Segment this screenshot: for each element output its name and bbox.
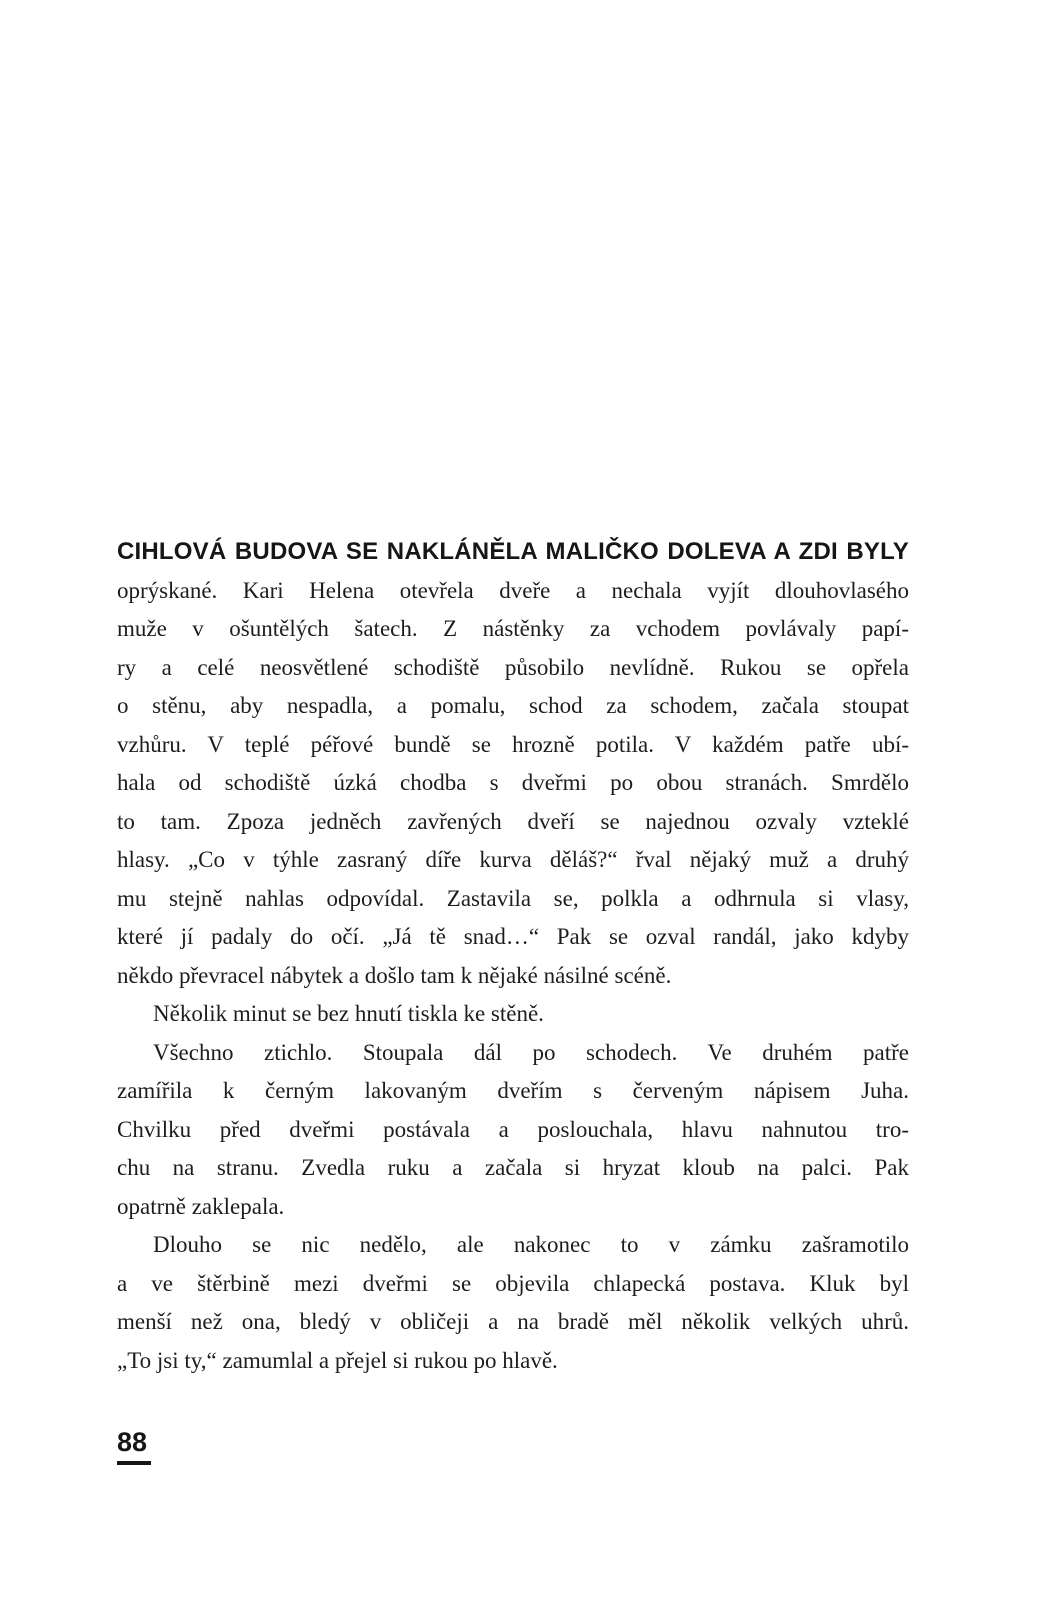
text-line: oprýskané. Kari Helena otevřela dveře a nechala vyjít dlouhovlasého: [117, 577, 909, 603]
text-line: vzhůru. V teplé péřové bundě se hrozně potila. V každém patře ubí-: [117, 731, 909, 757]
chapter-opening-line: CIHLOVÁ BUDOVA SE NAKLÁNĚLA MALIČKO DOLEVA A ZDI BYLY: [117, 538, 909, 565]
text-line: to tam. Zpoza jedněch zavřených dveří se najednou ozvaly vzteklé: [117, 808, 909, 834]
text-line: hala od schodiště úzká chodba s dveřmi po obou stranách. Smrdělo: [117, 770, 909, 795]
text-line: mu stejně nahlas odpovídal. Zastavila se, polkla a odhrnula si vlasy,: [117, 885, 909, 911]
text-line: ry a celé neosvětlené schodiště působilo nevlídně. Rukou se opřela: [117, 654, 909, 680]
text-line: o stěnu, aby nespadla, a pomalu, schod za schodem, začala stoupat: [117, 693, 909, 718]
paragraph: [117, 995, 909, 1034]
text-line: někdo převracel nábytek a došlo tam k nějaké násilné scéně.: [117, 962, 672, 988]
text-line: „To jsi ty,“ zamumlal a přejel si rukou po hlavě.: [117, 1347, 558, 1373]
text-line: menší než ona, bledý v obličeji a na bradě měl několik velkých uhrů.: [117, 1309, 909, 1334]
text-line: Několik minut se bez hnutí tiskla ke stěně.: [153, 1001, 544, 1026]
text-line: chu na stranu. Zvedla ruku a začala si hryzat kloub na palci. Pak: [117, 1155, 909, 1180]
text-line: Všechno ztichlo. Stoupala dál po schodech. Ve druhém patře: [153, 1039, 909, 1065]
page-footer: [117, 1427, 151, 1465]
text-line: opatrně zaklepala.: [117, 1193, 285, 1219]
text-line: Chvilku před dveřmi postávala a poslouchala, hlavu nahnutou tro-: [117, 1116, 909, 1142]
text-line: a ve štěrbině mezi dveřmi se objevila chlapecká postava. Kluk byl: [117, 1270, 909, 1296]
text-line: které jí padaly do očí. „Já tě snad…“ Pak se ozval randál, jako kdyby: [117, 924, 909, 949]
text-line: Dlouho se nic nedělo, ale nakonec to v zámku zašramotilo: [153, 1232, 909, 1257]
text-line: hlasy. „Co v týhle zasraný díře kurva děláš?“ řval nějaký muž a druhý: [117, 847, 909, 872]
text-line: zamířila k černým lakovaným dveřím s červeným nápisem Juha.: [117, 1078, 909, 1103]
paragraph: [117, 572, 909, 996]
text-line: muže v ošuntělých šatech. Z nástěnky za vchodem povlávaly papí-: [117, 616, 909, 641]
page-number: 88: [117, 1427, 151, 1465]
body-text: [117, 572, 909, 1381]
paragraph: [117, 1034, 909, 1227]
book-page-text-block: [117, 533, 909, 1380]
paragraph: [117, 1226, 909, 1380]
